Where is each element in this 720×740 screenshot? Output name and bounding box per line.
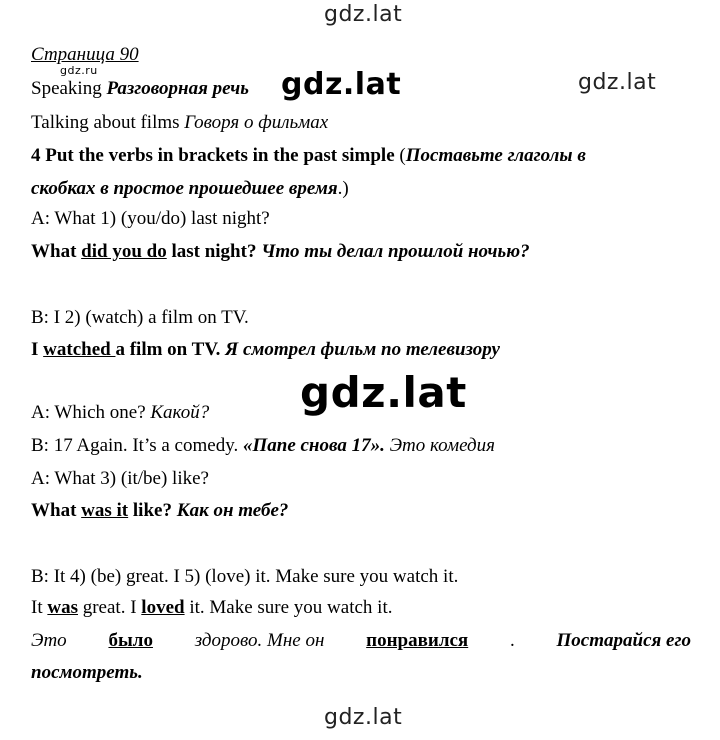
watermark-top: gdz.lat (324, 2, 403, 27)
dialogue-a1: A: What 1) (you/do) last night? (31, 208, 270, 229)
answer-b45: It was great. I loved it. Make sure you watch it. (31, 597, 393, 618)
answer-a3: What was it like? Как он тебе? (31, 500, 289, 521)
task-line-1: 4 Put the verbs in brackets in the past simple (Поставьте глаголы в (31, 145, 586, 166)
translation-line-1: Это было здорово. Мне он понравился . Постарайся его (31, 630, 691, 651)
answer-a1: What did you do last night? Что ты делал прошлой ночью? (31, 241, 530, 262)
translation-line-2: посмотреть. (31, 662, 143, 683)
watermark-small: gdz.ru (60, 64, 98, 77)
watermark-middle: gdz.lat (300, 368, 467, 417)
watermark-bottom: gdz.lat (324, 705, 403, 730)
topic-heading: Talking about films Говоря о фильмах (31, 112, 329, 133)
watermark-inline: gdz.lat (281, 67, 402, 102)
page-number: Страница 90 (31, 44, 139, 65)
watermark-right: gdz.lat (578, 70, 657, 95)
dialogue-b45: B: It 4) (be) great. I 5) (love) it. Make sure you watch it. (31, 566, 459, 587)
section-heading: Speaking Разговорная речь (31, 78, 249, 99)
task-line-2: скобках в простое прошедшее время.) (31, 178, 349, 199)
dialogue-b2: B: I 2) (watch) a film on TV. (31, 307, 249, 328)
answer-b2: I watched a film on TV. Я смотрел фильм по телевизору (31, 339, 500, 360)
dialogue-a3: A: What 3) (it/be) like? (31, 468, 209, 489)
dialogue-which: A: Which one? Какой? (31, 402, 210, 423)
dialogue-17-again: B: 17 Again. It’s a comedy. «Папе снова 17». Это комедия (31, 435, 495, 456)
